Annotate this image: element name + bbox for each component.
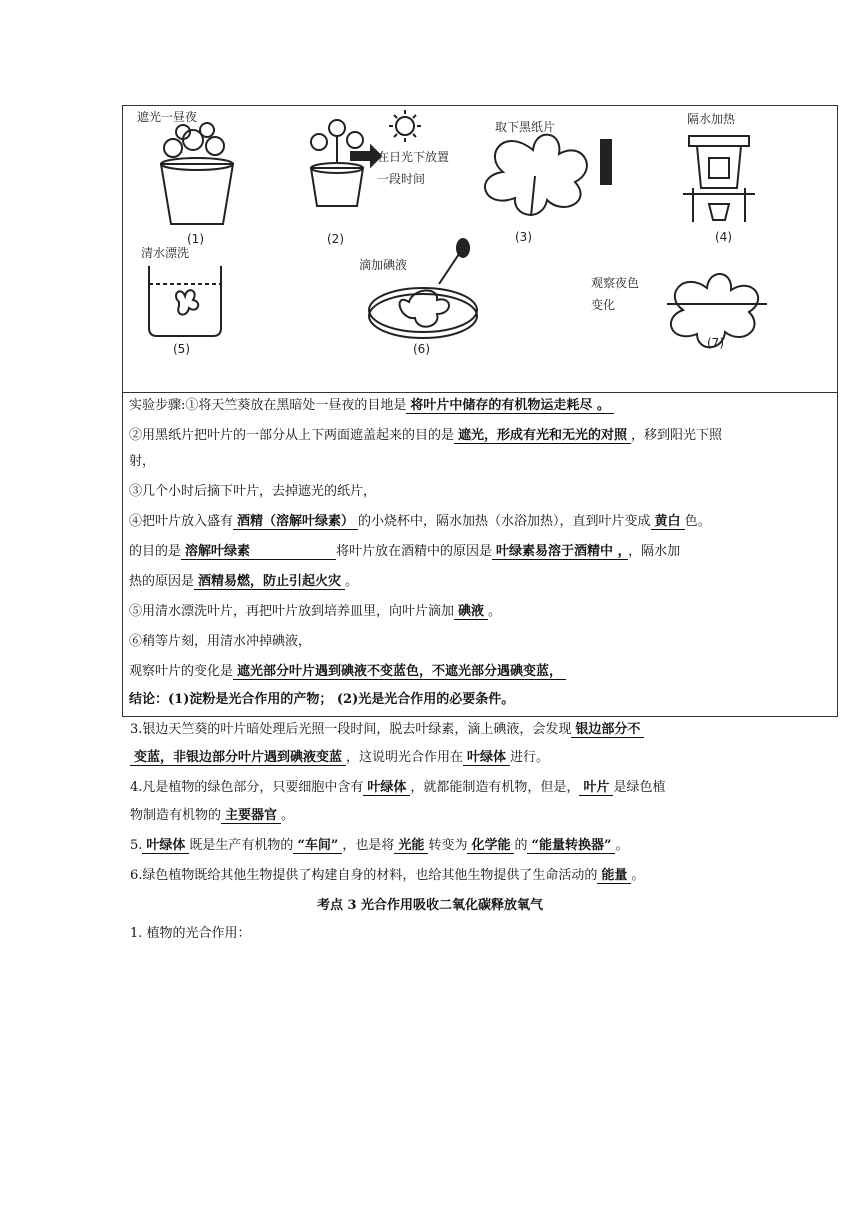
- point-3-cont: [130, 748, 549, 768]
- point-6: [130, 866, 644, 886]
- point-3-answer-1: 银边部分不: [571, 722, 644, 738]
- point-4-tail: 是绿色植: [613, 780, 666, 795]
- point-6-tail: 。: [631, 868, 645, 883]
- conclusion-label: 结论：: [129, 692, 169, 707]
- step-5-answer: 碘液: [454, 604, 488, 620]
- point-6-answer: 能量: [597, 868, 631, 884]
- point-5-answer-1: 叶绿体: [142, 838, 189, 854]
- point-3-text: 3.银边天竺葵的叶片暗处理后光照一段时间，脱去叶绿素，滴上碘液，会发现: [130, 722, 572, 737]
- experiment-illustration: [123, 106, 837, 392]
- step-4b-tail: ，隔水加: [628, 544, 681, 559]
- figure-number-2: (2): [327, 232, 344, 246]
- figure-number-3: (3): [515, 230, 532, 244]
- figure-label-3: 取下黑纸片: [495, 120, 556, 134]
- step-7-text: 观察叶片的变化是: [129, 664, 234, 679]
- step-2-tail: ，移到阳光下照: [631, 428, 723, 443]
- point-3-mid: ，这说明光合作用在: [346, 750, 464, 765]
- figure-number-4: (4): [715, 230, 732, 244]
- step-4c-tail: 。: [345, 574, 359, 589]
- step-4: [129, 512, 711, 532]
- point-3-answer-2: 叶绿体: [463, 750, 510, 766]
- step-6: ⑥稍等片刻，用清水冲掉碘液，: [129, 634, 312, 649]
- point-4b-answer: 主要器官: [221, 808, 281, 824]
- point-3-answer-1b: 变蓝，非银边部分叶片遇到碘液变蓝: [130, 750, 346, 766]
- point-5-mid-3: 转变为: [428, 838, 468, 853]
- figure-label-1: 遮光一昼夜: [137, 110, 198, 124]
- point-5-answer-3: 光能: [394, 838, 428, 854]
- point-5-answer-5: “能量转换器”: [527, 838, 615, 854]
- experiment-figure: [123, 106, 837, 393]
- point-4-mid: ，就都能制造有机物，但是，: [410, 780, 580, 795]
- point-5-mid-1: 既是生产有机物的: [189, 838, 294, 853]
- point-4-text: 4.凡是植物的绿色部分，只要细胞中含有: [130, 780, 364, 795]
- figure-number-1: (1): [187, 232, 204, 246]
- point-4-answer-1: 叶绿体: [363, 780, 410, 796]
- point-5-answer-4: 化学能: [467, 838, 514, 854]
- figure-label-4: 隔水加热: [687, 112, 736, 126]
- step-4b-mid: 将叶片放在酒精中的原因是: [336, 544, 493, 559]
- step-2-text: ②用黑纸片把叶片的一部分从上下两面遮盖起来的目的是: [129, 428, 455, 443]
- point-6-text: 6.绿色植物既给其他生物提供了构建自身的材料，也给其他生物提供了生命活动的: [130, 868, 598, 883]
- conclusion: [129, 690, 514, 710]
- section-heading: 考点 3 光合作用吸收二氧化碳释放氧气: [316, 898, 544, 913]
- figure-number-5: (5): [173, 342, 190, 356]
- section-item-1: 1. 植物的光合作用：: [130, 926, 251, 941]
- step-5: [129, 602, 501, 622]
- point-4-answer-2: 叶片: [579, 780, 613, 796]
- point-4: [130, 778, 665, 798]
- figure-label-7b: 变化: [591, 298, 616, 312]
- figure-label-6: 滴加碘液: [359, 258, 408, 272]
- step-4b-answer-1: 溶解叶绿素: [181, 544, 336, 560]
- point-4b-tail: 。: [281, 808, 295, 823]
- step-4c: [129, 572, 358, 592]
- experiment-table: [122, 105, 838, 717]
- step-4c-text: 热的原因是: [129, 574, 195, 589]
- point-5-number: 5.: [130, 838, 143, 853]
- step-4c-answer: 酒精易燃，防止引起火灾: [194, 574, 345, 590]
- point-3: [130, 720, 644, 740]
- step-7: [129, 662, 566, 682]
- point-4-cont: [130, 806, 294, 826]
- step-4-text: ④把叶片放入盛有: [129, 514, 234, 529]
- step-2-answer: 遮光，形成有光和无光的对照: [454, 428, 631, 444]
- conclusion-text: (1)淀粉是光合作用的产物； (2)光是光合作用的必要条件。: [168, 692, 515, 707]
- step-7-answer: 遮光部分叶片遇到碘液不变蓝色，不遮光部分遇碘变蓝，: [233, 664, 566, 680]
- step-1-answer: 将叶片中储存的有机物运走耗尽 。: [406, 398, 614, 414]
- figure-number-6: (6): [413, 342, 430, 356]
- step-1-text: 实验步骤:①将天竺葵放在黑暗处一昼夜的目地是: [129, 398, 407, 413]
- step-5-tail: 。: [488, 604, 502, 619]
- point-4b-text: 物制造有机物的: [130, 808, 222, 823]
- step-4-answer-2: 黄白: [651, 514, 685, 530]
- figure-label-5: 清水漂洗: [141, 246, 190, 260]
- step-4b-answer-2: 叶绿素易溶于酒精中 ，: [492, 544, 628, 560]
- step-2-cont: 射，: [129, 454, 156, 469]
- point-5-mid-2: ，也是将: [342, 838, 395, 853]
- figure-label-7a: 观察夜色: [591, 276, 640, 290]
- step-3: ③几个小时后摘下叶片，去掉遮光的纸片，: [129, 484, 377, 499]
- point-5: [130, 836, 628, 856]
- point-5-answer-2: “车间”: [293, 838, 342, 854]
- step-4-answer-1: 酒精（溶解叶绿素）: [233, 514, 358, 530]
- point-5-tail: 。: [615, 838, 629, 853]
- point-3-tail: 进行。: [510, 750, 550, 765]
- step-5-text: ⑤用清水漂洗叶片，再把叶片放到培养皿里，向叶片滴加: [129, 604, 455, 619]
- step-4-mid: 的小烧杯中，隔水加热（水浴加热），直到叶片变成: [358, 514, 651, 529]
- point-5-mid-4: 的: [514, 838, 528, 853]
- step-4-tail: 色。: [684, 514, 711, 529]
- step-4b-text: 的目的是: [129, 544, 182, 559]
- figure-number-7: (7): [707, 336, 724, 350]
- step-2: [129, 426, 722, 446]
- step-1: [129, 396, 614, 416]
- figure-label-2b: 一段时间: [377, 172, 426, 186]
- figure-label-2a: 在日光下放置: [377, 150, 450, 164]
- step-4b: [129, 542, 680, 562]
